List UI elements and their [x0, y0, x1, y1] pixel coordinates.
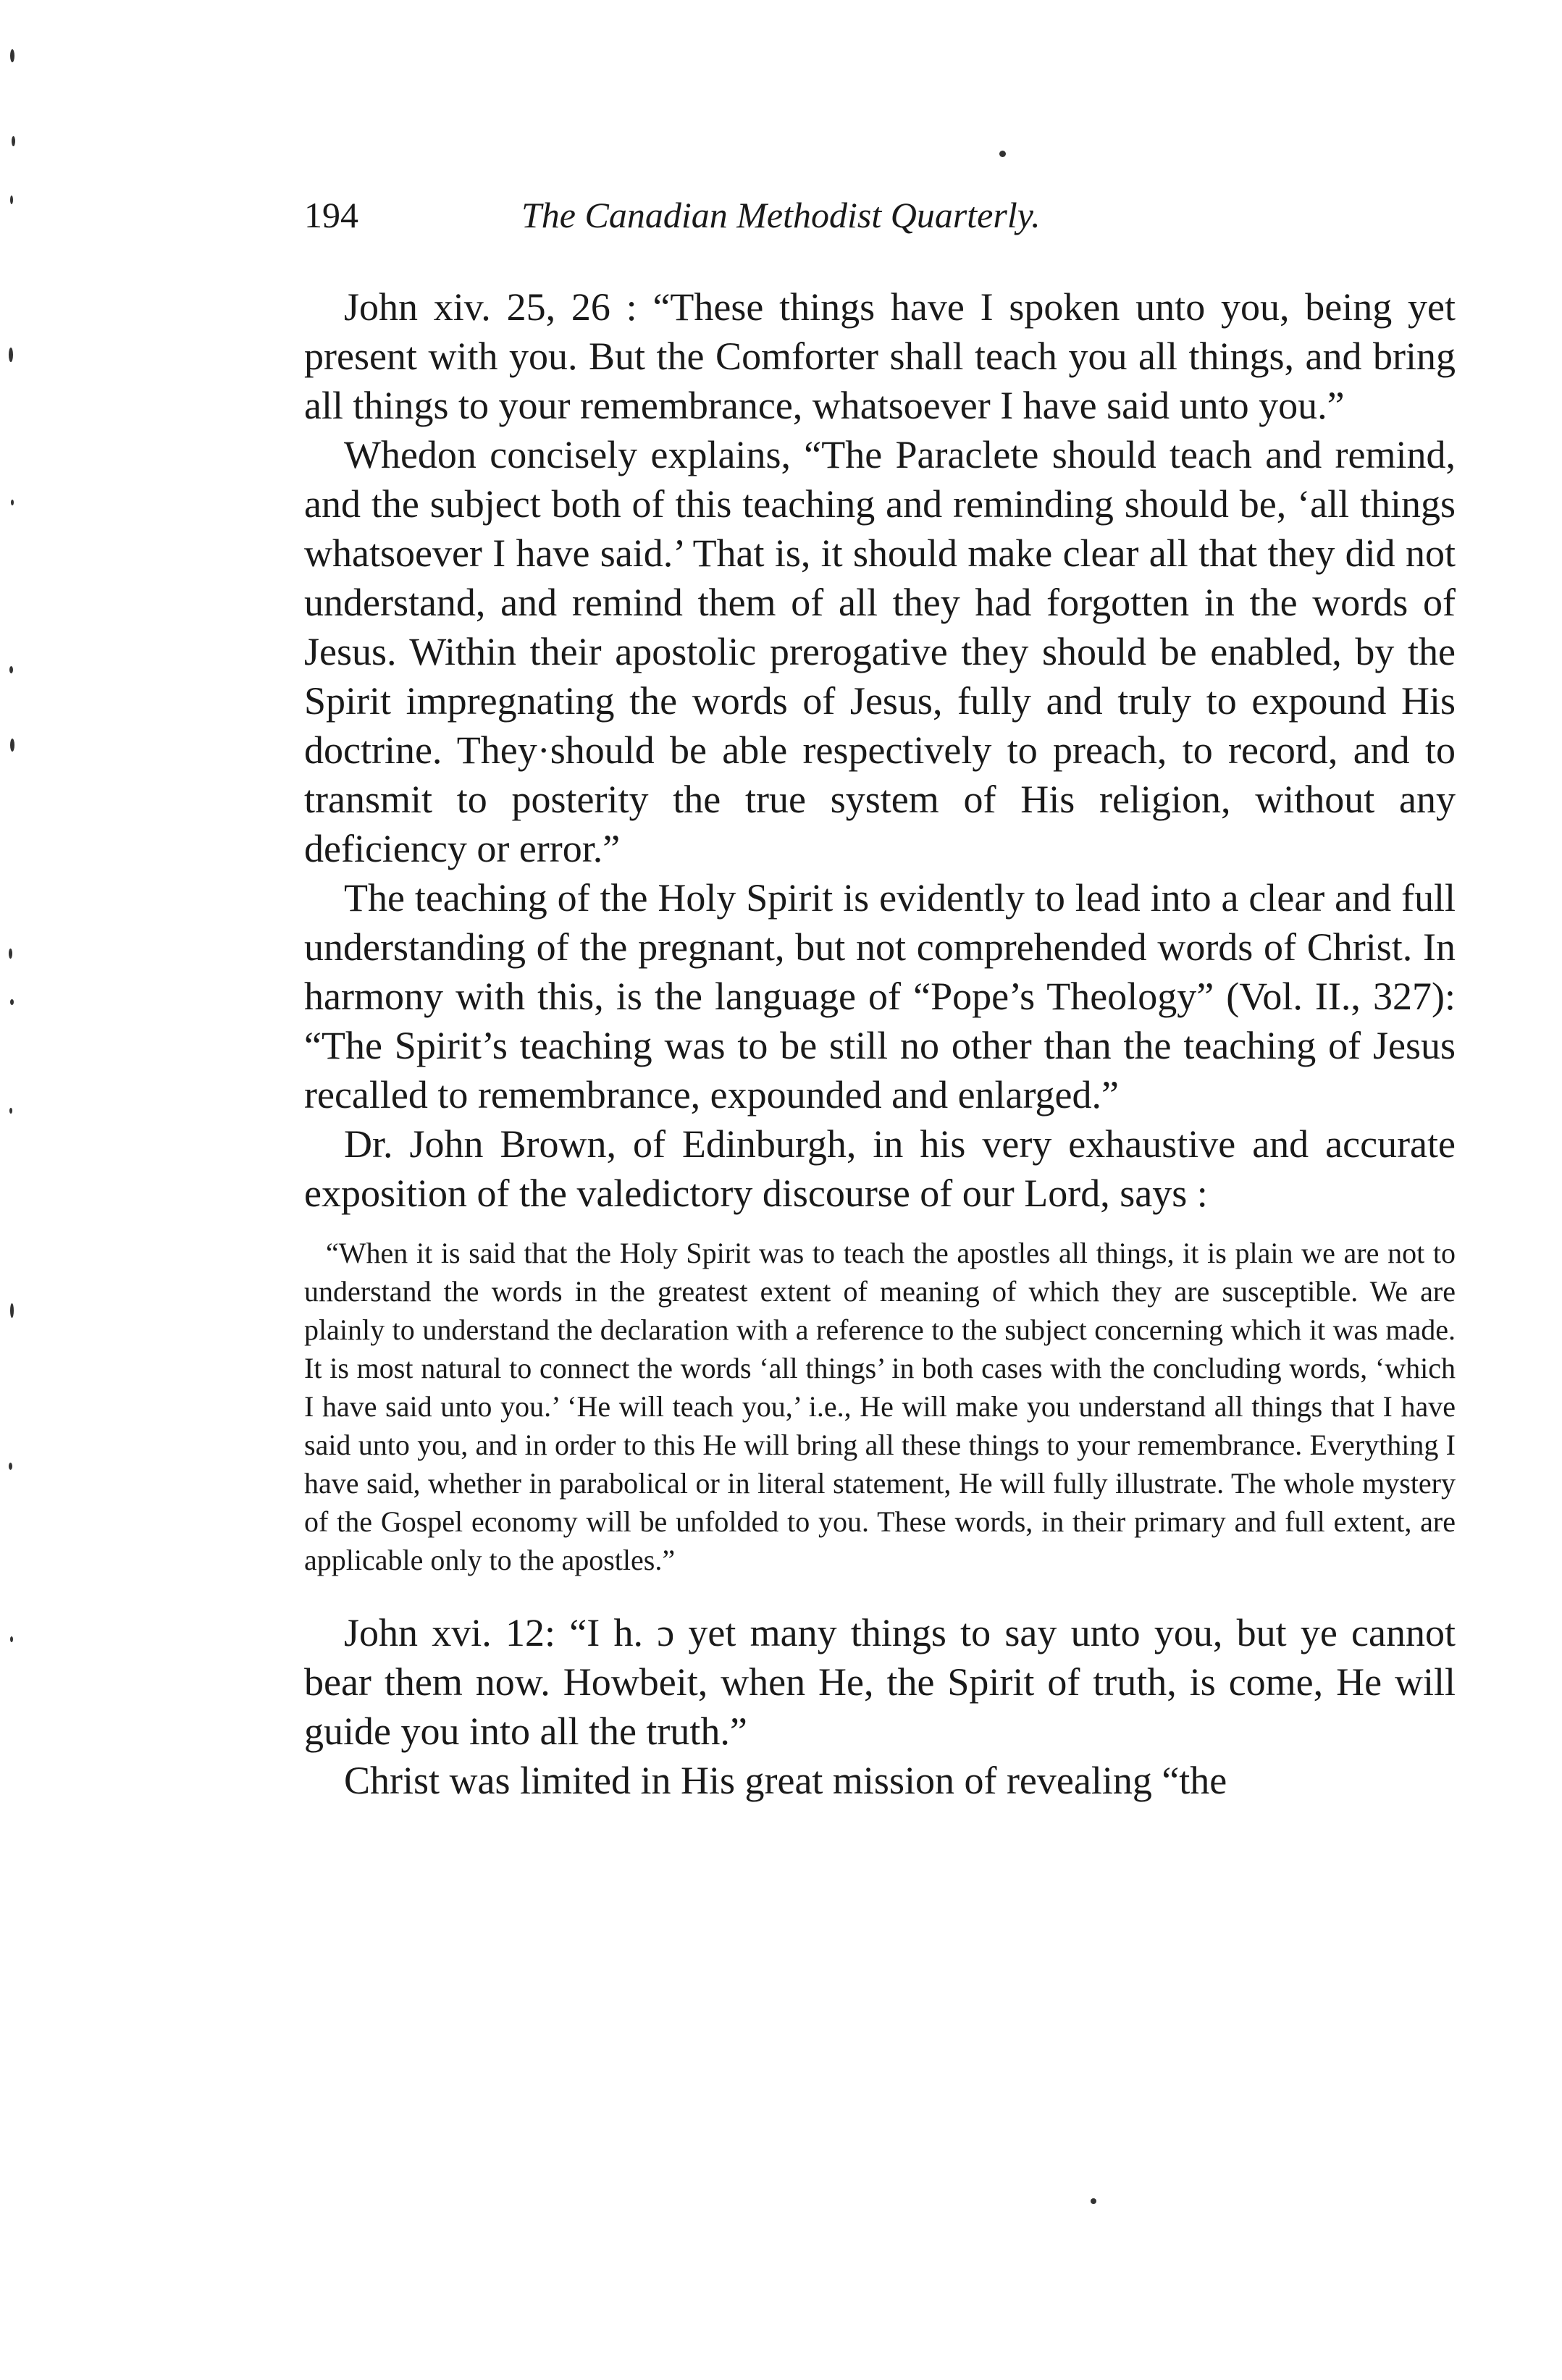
paragraph: John xiv. 25, 26 : “These things have I spoken unto you, being yet present with you. But the Comforter shall teach you all things, and bring all things to your remembrance, whatsoever I have said unto you.”: [304, 285, 1456, 427]
page-number: 194: [304, 195, 358, 235]
scan-speck: [11, 500, 14, 505]
scan-speck: [9, 1108, 12, 1114]
scan-speck: [9, 949, 12, 959]
scan-speck: [9, 1463, 12, 1470]
body-text: [304, 282, 1456, 1805]
scan-speck: [10, 999, 14, 1005]
paragraph: The teaching of the Holy Spirit is evidently to lead into a clear and full understanding of the pregnant, but not comprehended words of Christ. In harmony with this, is the language of “Pope’s Theology” (Vol. II., 327): “The Spirit’s teaching was to be still no other than the teaching of Jesus recalled to remembrance, expounded and enlarged.”: [304, 876, 1456, 1117]
paragraph: John xvi. 12: “I h. ɔ yet many things to say unto you, but ye cannot bear them now. Howbeit, when He, the Spirit of truth, is come, He will guide you into all the truth.”: [304, 1611, 1456, 1753]
running-title: The Canadian Methodist Quarterly.: [521, 195, 1041, 235]
scan-speck: [10, 1636, 13, 1642]
scan-speck: [12, 136, 15, 146]
scan-speck: [1091, 2198, 1096, 2204]
scan-speck: [10, 739, 14, 752]
block-quote: “When it is said that the Holy Spirit was to teach the apostles all things, it is plain we are not to understand the words in the greatest extent of meaning of which they are susceptible. We are plainly to understand the declaration with a reference to the subject concerning which it was made. It is most natural to connect the words ‘all things’ in both cases with the concluding words, ‘which I have said unto you.’ ‘He will teach you,’ i.e., He will make you understand all things that I have said unto you, and in order to this He will bring all these things to your remembrance. Everything I have said, whether in parabolical or in literal statement, He will fully illustrate. The whole mystery of the Gospel economy will be unfolded to you. These words, in their primary and full extent, are applicable only to the apostles.”: [304, 1237, 1456, 1576]
paragraph: Whedon concisely explains, “The Paraclete should teach and remind, and the subject both of this teaching and reminding should be, ‘all things whatsoever I have said.’ That is, it should make clear all that they did not understand, and remind them of all they had forgotten in the words of Jesus. Within their apostolic prerogative they should be enabled, by the Spirit impregnating the words of Jesus, fully and truly to expound His doctrine. They·should be able respectively to preach, to record, and to transmit to posterity the true system of His religion, without any deficiency or error.”: [304, 433, 1456, 870]
scan-speck: [999, 151, 1006, 157]
scan-speck: [10, 1303, 14, 1318]
paragraph: Dr. John Brown, of Edinburgh, in his very exhaustive and accurate exposition of the valedictory discourse of our Lord, says :: [304, 1122, 1456, 1215]
page-header: [304, 194, 1456, 252]
scan-speck: [10, 49, 14, 62]
scan-speck: [9, 348, 13, 362]
scan-speck: [10, 195, 13, 204]
scan-speck: [9, 666, 13, 673]
paragraph: Christ was limited in His great mission of revealing “the: [344, 1759, 1227, 1802]
